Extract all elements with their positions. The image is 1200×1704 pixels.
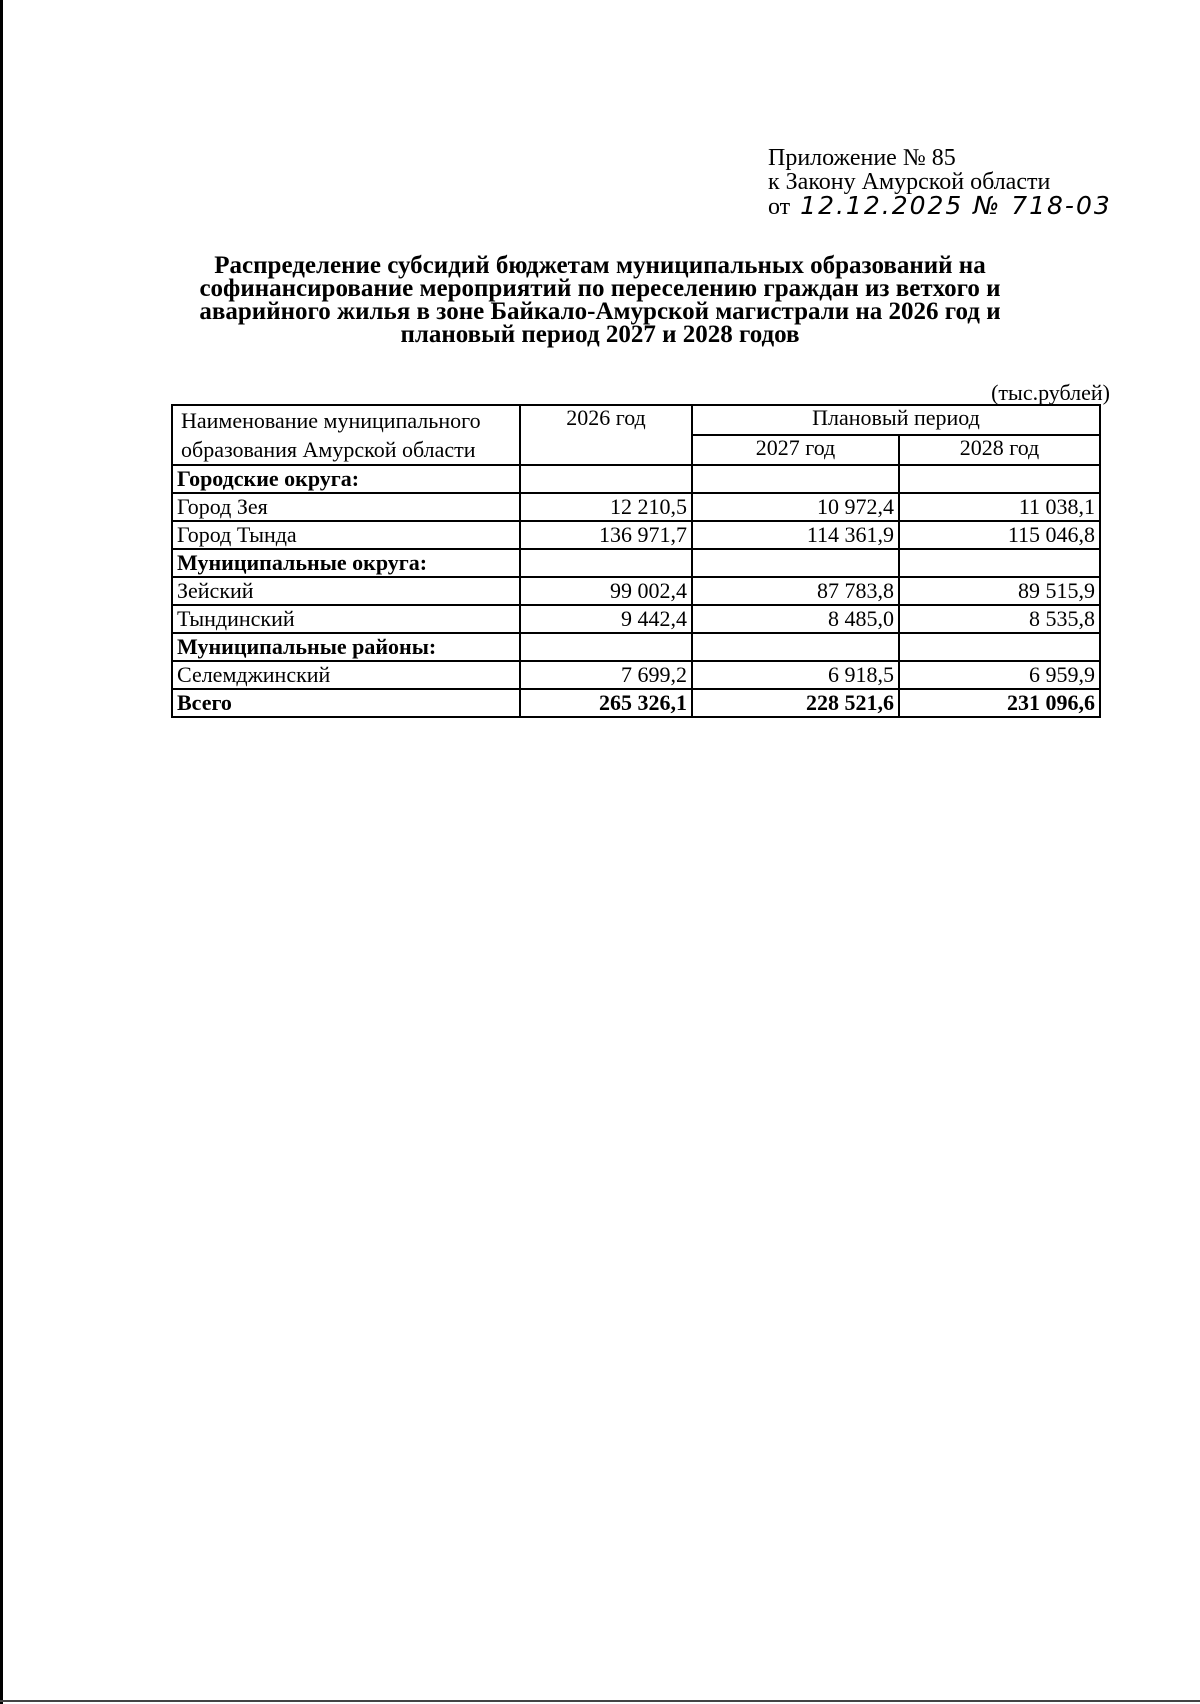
handwritten-date-number: 12.12.2025 № 718-03	[800, 191, 1112, 220]
table-body	[172, 465, 1100, 717]
subsidy-table	[171, 404, 1101, 718]
title-line: Распределение субсидий бюджетам муниципальных образований на	[214, 252, 986, 279]
appendix-date-line	[768, 191, 1112, 220]
table-row	[172, 521, 1100, 549]
appendix-law-reference: к Закону Амурской области	[768, 169, 1051, 195]
value-2027	[692, 549, 899, 577]
row-name: Зейский	[172, 577, 520, 605]
table-row	[172, 577, 1100, 605]
value-2026: 136 971,7	[520, 521, 692, 549]
value-2028: 115 046,8	[899, 521, 1100, 549]
scan-edge-left	[0, 0, 3, 1704]
value-2026	[520, 549, 692, 577]
value-2026: 9 442,4	[520, 605, 692, 633]
title-line: софинансирование мероприятий по переселению граждан из ветхого и	[199, 275, 1001, 302]
row-name: Всего	[172, 689, 520, 717]
date-prefix: от	[768, 194, 791, 220]
table-row	[172, 661, 1100, 689]
row-name: Селемджинский	[172, 661, 520, 689]
value-2028	[899, 549, 1100, 577]
value-2026	[520, 465, 692, 493]
title-line: плановый период 2027 и 2028 годов	[400, 321, 800, 348]
value-2027	[692, 465, 899, 493]
header-year-2027: 2027 год	[692, 435, 899, 465]
value-2026: 99 002,4	[520, 577, 692, 605]
group-row	[172, 633, 1100, 661]
value-2027: 8 485,0	[692, 605, 899, 633]
header-planned-period: Плановый период	[692, 405, 1100, 435]
row-name: Город Зея	[172, 493, 520, 521]
appendix-number: Приложение № 85	[768, 145, 956, 171]
value-2027: 10 972,4	[692, 493, 899, 521]
value-2026	[520, 633, 692, 661]
value-2026: 265 326,1	[520, 689, 692, 717]
value-2028: 231 096,6	[899, 689, 1100, 717]
header-year-2028: 2028 год	[899, 435, 1100, 465]
table-row	[172, 605, 1100, 633]
scan-edge-bottom	[0, 1700, 1200, 1702]
units-label: (тыс.рублей)	[991, 380, 1110, 405]
value-2028: 11 038,1	[899, 493, 1100, 521]
document-title	[150, 254, 1050, 346]
value-2028: 6 959,9	[899, 661, 1100, 689]
row-name: Город Тында	[172, 521, 520, 549]
value-2027: 6 918,5	[692, 661, 899, 689]
value-2028: 8 535,8	[899, 605, 1100, 633]
value-2026: 12 210,5	[520, 493, 692, 521]
appendix-block	[768, 146, 1112, 219]
group-row	[172, 549, 1100, 577]
value-2028	[899, 633, 1100, 661]
value-2027: 87 783,8	[692, 577, 899, 605]
row-name: Городские округа:	[172, 465, 520, 493]
header-name: Наименование муниципального образования Амурской области	[172, 405, 520, 465]
title-line: аварийного жилья в зоне Байкало-Амурской магистрали на 2026 год и	[199, 298, 1001, 325]
row-name: Тындинский	[172, 605, 520, 633]
value-2026: 7 699,2	[520, 661, 692, 689]
value-2027	[692, 633, 899, 661]
value-2028: 89 515,9	[899, 577, 1100, 605]
value-2027: 228 521,6	[692, 689, 899, 717]
value-2027: 114 361,9	[692, 521, 899, 549]
row-name: Муниципальные округа:	[172, 549, 520, 577]
group-row	[172, 465, 1100, 493]
total-row	[172, 689, 1100, 717]
header-year-2026: 2026 год	[520, 405, 692, 465]
row-name: Муниципальные районы:	[172, 633, 520, 661]
value-2028	[899, 465, 1100, 493]
table-row	[172, 493, 1100, 521]
